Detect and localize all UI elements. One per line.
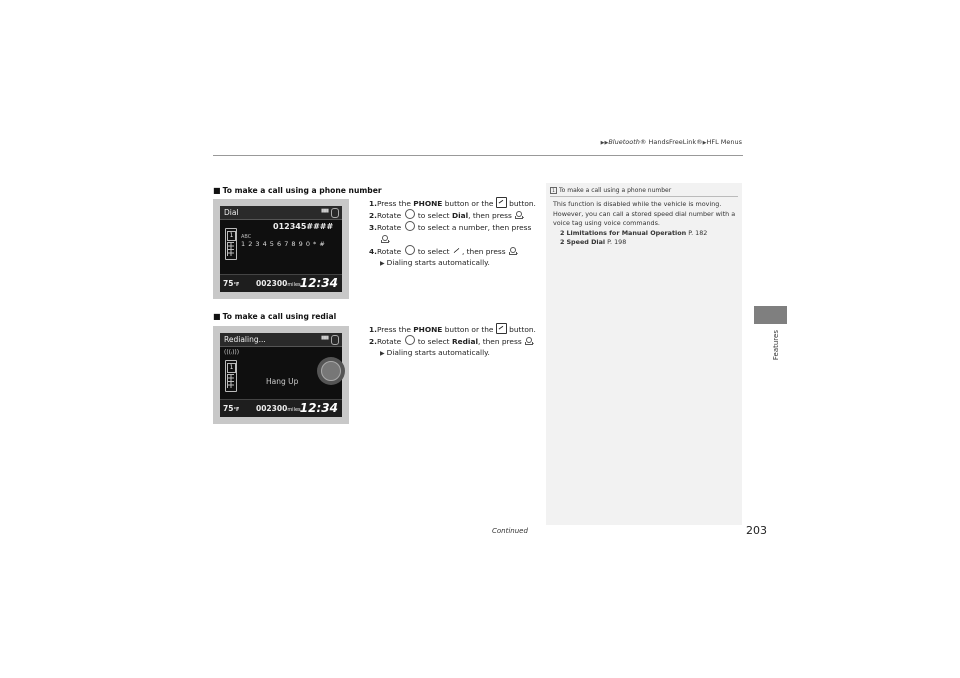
header-divider: [213, 155, 743, 156]
lcd-display: [220, 333, 342, 417]
temperature: 75°F: [223, 404, 240, 413]
dial-screen-image: [213, 199, 349, 299]
redial-screen-image: [213, 326, 349, 424]
header-bluetooth: Bluetooth: [608, 138, 640, 146]
signal-icon: ▮▮▮▮: [320, 208, 328, 214]
note-text: This function is disabled while the vehicle is moving. However, you can call a stored speed dial number with a voice tag using voice commands.: [553, 200, 736, 228]
keypad-icon: [227, 374, 234, 388]
reference-arrow-icon: 2: [560, 238, 565, 247]
note-divider: [550, 196, 738, 197]
square-bullet-icon: ■: [213, 312, 221, 321]
selector-knob-icon: [405, 221, 415, 231]
section-heading-redial: [213, 312, 336, 321]
reference-arrow-icon: 2: [560, 228, 565, 237]
lcd-title-bar: [220, 333, 342, 347]
phone-button-icon: [496, 323, 507, 334]
section-heading-text: To make a call using a phone number: [222, 186, 382, 195]
handset-icon: [225, 228, 237, 260]
steps-redial: [369, 323, 547, 360]
steps-phone-number: [369, 197, 547, 269]
clock: 12:34: [299, 276, 338, 290]
running-header: [560, 138, 742, 146]
call-icon: [453, 247, 461, 255]
note-reference[interactable]: 2 Speed Dial P. 198: [560, 238, 627, 247]
selector-knob-icon: [405, 209, 415, 219]
dialed-digits: 012345####: [273, 222, 334, 231]
lcd-display: [220, 206, 342, 292]
step-4: 4.Rotate to select , then press .: [369, 246, 519, 256]
keypad-icon: [227, 242, 234, 256]
note-body: [553, 200, 739, 248]
chapter-label: Features: [772, 330, 780, 361]
odometer: 002300miles: [256, 279, 301, 288]
header-hfl: ® HandsFreeLink®: [639, 138, 703, 146]
triangle-icon: ▶: [702, 140, 707, 146]
lcd-title: Dial: [224, 208, 239, 217]
odometer: 002300miles: [256, 404, 301, 413]
header-menus: HFL Menus: [706, 138, 742, 146]
phone-button-icon: [496, 197, 507, 208]
bluetooth-icon: [331, 208, 339, 218]
continued-label: Continued: [492, 527, 528, 535]
temperature: 75°F: [223, 279, 240, 288]
note-heading: 1 To make a call using a phone number: [550, 187, 671, 194]
abc-label: ABC: [241, 234, 252, 240]
lcd-status-bar: [220, 274, 342, 292]
calling-waves-icon: (((ᵢ))): [224, 349, 240, 356]
triangle-icon: ▶▶: [600, 140, 609, 146]
handset-digit: 1: [227, 231, 236, 241]
square-bullet-icon: ■: [213, 186, 221, 195]
selector-knob-icon: [405, 335, 415, 345]
step-3-cont: .: [369, 234, 547, 245]
note-marker-icon: 1: [550, 187, 557, 194]
step-result: ▶ Dialing starts automatically.: [380, 258, 490, 268]
handset-icon: [225, 360, 237, 392]
step-result: ▶ Dialing starts automatically.: [380, 348, 490, 358]
press-knob-icon: [381, 235, 387, 243]
bluetooth-icon: [331, 335, 339, 345]
step-2: 2.Rotate to select Dial, then press .: [369, 211, 525, 221]
press-knob-icon: [515, 211, 521, 219]
note-reference[interactable]: 2 Limitations for Manual Operation P. 182: [560, 228, 708, 237]
selector-wheel-icon: [317, 357, 345, 385]
handset-digit: 1: [227, 363, 236, 373]
step-1: 1.Press the PHONE button or the button.: [369, 199, 536, 208]
press-knob-icon: [509, 247, 515, 255]
lcd-status-bar: [220, 399, 342, 417]
lcd-title-bar: [220, 206, 342, 220]
clock: 12:34: [299, 401, 338, 415]
arrow-icon: ▶: [380, 350, 385, 358]
step-2: 2.Rotate to select Redial, then press .: [369, 337, 535, 347]
step-1: 1.Press the PHONE button or the button.: [369, 325, 536, 334]
dial-row: 1 2 3 4 5 6 7 8 9 0 * #: [241, 240, 326, 248]
page-number: 203: [746, 524, 767, 537]
hang-up-label: Hang Up: [266, 377, 299, 386]
section-heading-text: To make a call using redial: [222, 312, 337, 321]
selector-knob-icon: [405, 245, 415, 255]
chapter-tab: [754, 306, 787, 324]
press-knob-icon: [525, 337, 531, 345]
section-heading-phone-number: [213, 186, 382, 195]
arrow-icon: ▶: [380, 260, 385, 268]
lcd-title: Redialing...: [224, 335, 266, 344]
signal-icon: ▮▮▮▮: [320, 335, 328, 341]
side-note: [546, 183, 742, 525]
step-3: 3.Rotate to select a number, then press: [369, 223, 532, 233]
